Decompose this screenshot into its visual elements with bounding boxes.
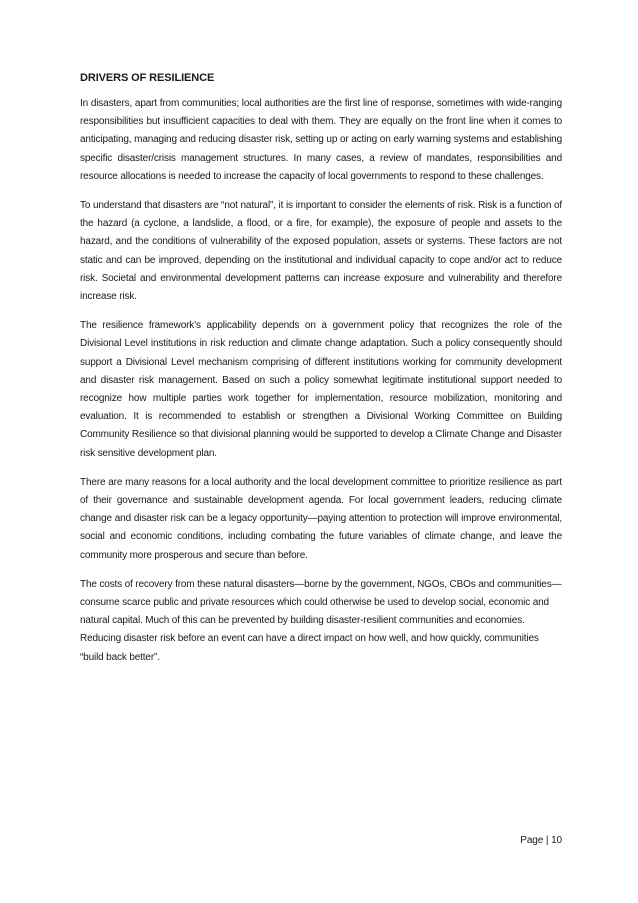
section-heading: DRIVERS OF RESILIENCE xyxy=(80,72,215,84)
paragraph-local-authorities: In disasters, apart from communities; local authorities are the first line of response, sometimes with wide-ranging responsibilities but insufficient capacities to deal with them. They are equally on the front line when it comes to anticipating, managing and reducing disaster risk, setting up or acting on early warning systems and establishing specific disaster/crisis management structures. In many cases, a review of mandates, responsibilities and resource allocations is needed to increase the capacity of local governments to respond to these challenges. xyxy=(80,98,562,182)
paragraph-resilience-framework: The resilience framework’s applicability depends on a government policy that recognizes the role of the Divisional Level institutions in risk reduction and climate change adaptation. Such a policy consequently should support a Divisional Level mechanism comprising of different institutions working for community development and disaster risk management. Based on such a policy somewhat legitimate institutional support needed to recognize how multiple parties work together for implementation, resource mobilization, monitoring and evaluation. It is recommended to establish or strengthen a Divisional Working Committee on Building Community Resilience so that divisional planning would be supported to develop a Climate Change and Disaster risk sensitive development plan. xyxy=(80,320,562,459)
paragraph-elements-of-risk: To understand that disasters are “not natural”, it is important to consider the elements of risk. Risk is a function of the hazard (a cyclone, a landslide, a flood, or a fire, for example), the exposure of people and assets to the hazard, and the conditions of vulnerability of the exposed population, assets or systems. These factors are not static and can be improved, depending on the institutional and individual capacity to cope and/or act to reduce risk. Societal and environmental development patterns can increase exposure and vulnerability and therefore increase risk. xyxy=(80,200,562,303)
page-number: Page | 10 xyxy=(520,835,562,846)
paragraph-costs-of-recovery: The costs of recovery from these natural disasters—borne by the government, NGOs, CBOs and communities—consume scarce public and private resources which could otherwise be used to develop social, economic and natural capital. Much of this can be prevented by building disaster-resilient communities and economies. Reducing disaster risk before an event can have a direct impact on how well, and how quickly, communities “build back better”. xyxy=(80,578,562,663)
page-body xyxy=(80,72,562,678)
paragraph-reasons-to-prioritize: There are many reasons for a local authority and the local development committee to prioritize resilience as part of their governance and sustainable development agenda. For local government leaders, reducing climate change and disaster risk can be a legacy opportunity—paying attention to protection will improve environmental, social and economic conditions, including combating the future variables of climate change, and leave the community more prosperous and secure than before. xyxy=(80,476,562,561)
